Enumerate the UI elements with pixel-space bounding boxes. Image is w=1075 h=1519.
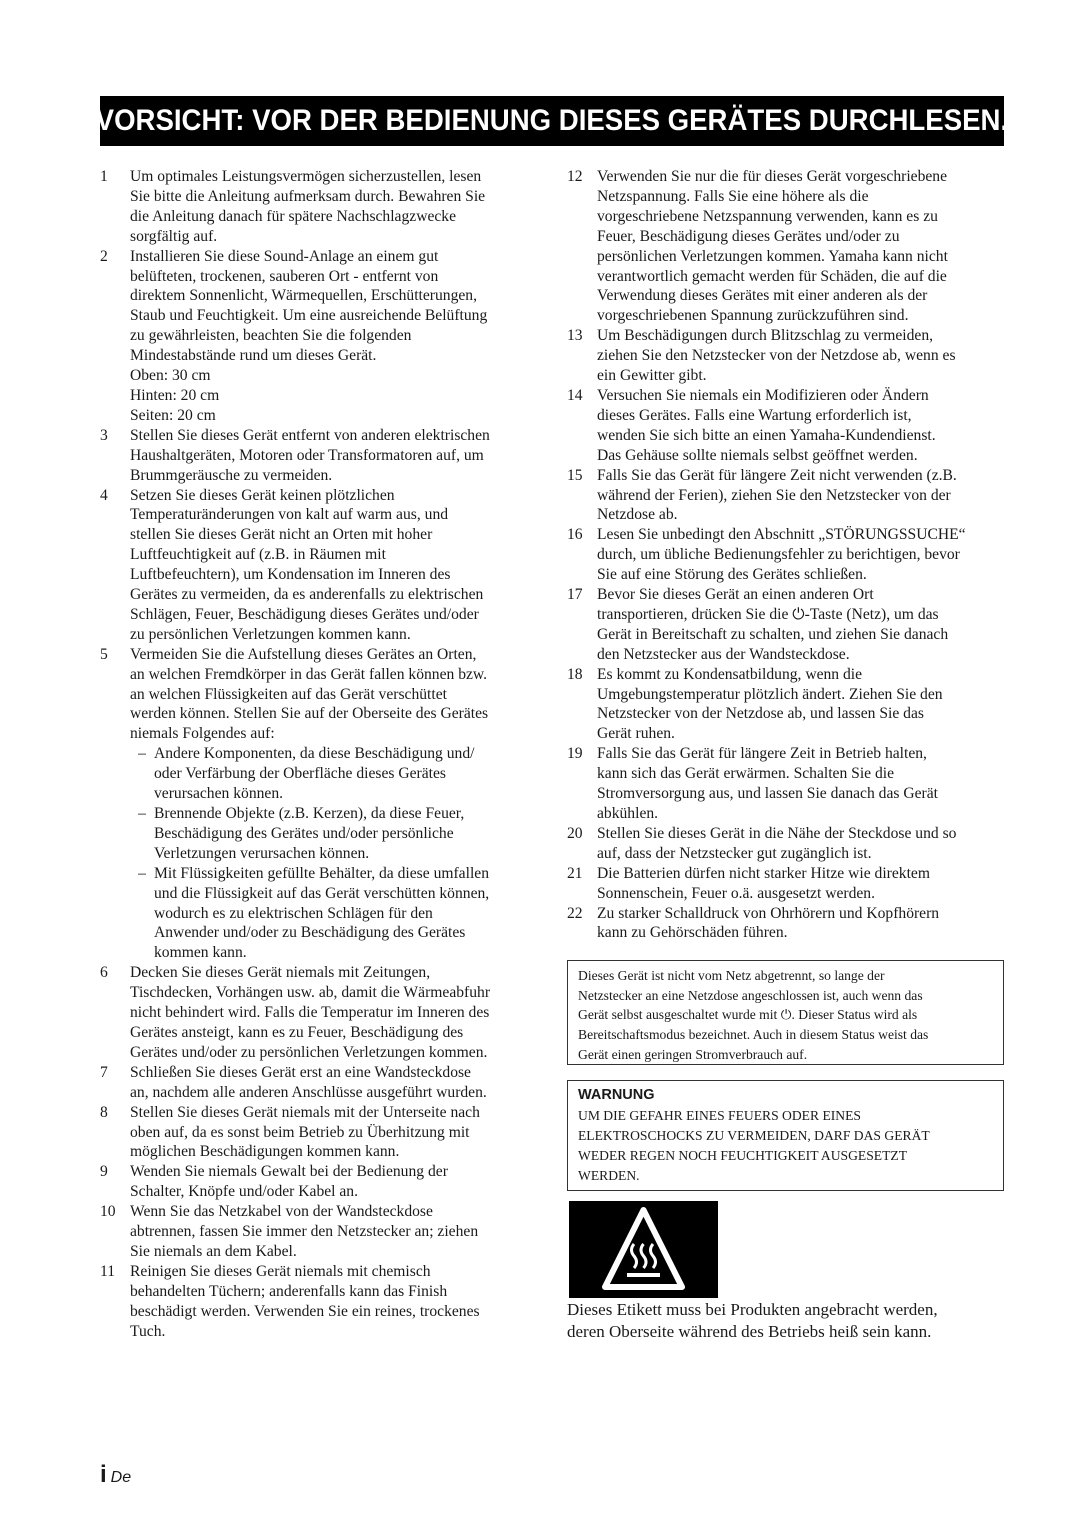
hot-label-caption xyxy=(567,1299,1007,1342)
text-line: Schließen Sie dieses Gerät erst an eine Wandsteckdose xyxy=(130,1063,471,1081)
item-number: 12 xyxy=(567,168,583,185)
text-line: durch, um übliche Bedienungsfehler zu berichtigen, bevor xyxy=(597,546,960,564)
list-item xyxy=(567,585,1003,665)
item-number: 16 xyxy=(567,526,583,544)
right-column xyxy=(567,167,1003,943)
text-line: ein Gewitter gibt. xyxy=(597,367,707,385)
text-line: Verletzungen verursachen können. xyxy=(154,844,370,862)
text-line: Installieren Sie diese Sound-Anlage an einem gut xyxy=(130,247,439,265)
sub-item xyxy=(130,864,538,964)
text-line: möglichen Beschädigungen kommen kann. xyxy=(130,1143,400,1161)
item-number: 15 xyxy=(567,466,583,484)
text-line: Sie bitte die Anleitung aufmerksam durch. Bewahren Sie xyxy=(130,187,486,205)
item-number: 10 xyxy=(100,1203,116,1221)
text-line: Tischdecken, Vorhängen usw. ab, damit die Wärmeabfuhr xyxy=(130,984,491,1002)
text-line: Verwenden Sie nur die für dieses Gerät vorgeschriebene xyxy=(597,168,948,185)
text-line: ziehen Sie den Netzstecker von der Netzdose ab, wenn es xyxy=(597,347,956,365)
list-item xyxy=(100,167,538,247)
text-line: Die Batterien dürfen nicht starker Hitze wie direktem xyxy=(597,864,930,882)
text-line: Gerätes ansteigt, kann es zu Feuer, Beschädigung des xyxy=(130,1023,464,1041)
text-line: belüfteten, trockenen, sauberen Ort - entfernt von xyxy=(130,267,439,285)
text-line: vorgeschriebene Netzspannung verwenden, kann es zu xyxy=(597,207,938,225)
text-line: Decken Sie dieses Gerät niemals mit Zeitungen, xyxy=(130,964,431,982)
list-item xyxy=(567,864,1003,904)
item-number: 8 xyxy=(100,1103,108,1121)
header-banner xyxy=(95,96,1009,146)
list-item xyxy=(100,645,538,964)
text-line: WERDEN. xyxy=(578,1167,640,1183)
text-line: vorgeschriebenen Spannung zurückzuführen sind. xyxy=(597,307,909,325)
list-item xyxy=(100,1103,538,1163)
standby-notice-box xyxy=(567,960,1004,1065)
item-number: 1 xyxy=(100,168,108,185)
text-line: Netzstecker an eine Netzdose angeschlossen ist, auch wenn das xyxy=(578,987,923,1003)
text-line: Brummgeräusche zu vermeiden. xyxy=(130,466,333,484)
text-line: Mindestabstände rund um dieses Gerät. xyxy=(130,347,377,365)
text-line: Schalter, Knöpfe und/oder Kabel an. xyxy=(130,1183,359,1201)
page-number: i xyxy=(100,1461,107,1488)
item-text xyxy=(130,167,538,247)
page-footer xyxy=(100,1461,131,1489)
dash-bullet: – xyxy=(138,864,146,882)
text-line: Oben: 30 cm xyxy=(130,367,211,385)
text-line: kann zu Gehörschäden führen. xyxy=(597,924,788,942)
text-line: Dieses Etikett muss bei Produkten angebracht werden, xyxy=(567,1300,938,1319)
item-text xyxy=(597,904,1003,944)
text-line: Bereitschaftsmodus bezeichnet. Auch in diesem Status weist das xyxy=(578,1027,929,1043)
text-line: Reinigen Sie dieses Gerät niemals mit chemisch xyxy=(130,1262,431,1280)
text-line: an welchen Flüssigkeiten auf das Gerät verschüttet xyxy=(130,685,447,703)
item-text xyxy=(130,963,538,1063)
item-text xyxy=(130,426,538,486)
item-text xyxy=(130,1103,538,1163)
text-line: Staub und Feuchtigkeit. Um eine ausreichende Belüftung xyxy=(130,307,488,325)
text-line: Falls Sie das Gerät für längere Zeit nicht verwenden (z.B. xyxy=(597,466,957,484)
text-line: direktem Sonnenlicht, Wärmequellen, Erschütterungen, xyxy=(130,287,477,305)
item-number: 21 xyxy=(567,864,583,882)
text-line: Sie auf eine Störung des Gerätes schließen. xyxy=(597,566,867,584)
item-text xyxy=(597,525,1003,585)
item-number: 9 xyxy=(100,1163,108,1181)
item-text xyxy=(130,1202,538,1262)
text-line: niemals Folgendes auf: xyxy=(130,725,275,743)
text-line: während der Ferien), ziehen Sie den Netzstecker von der xyxy=(597,486,951,504)
text-line: an welchen Fremdkörper in das Gerät fallen können bzw. xyxy=(130,665,488,683)
list-item xyxy=(567,525,1003,585)
warning-text xyxy=(578,1106,993,1186)
text-line: WEDER REGEN NOCH FEUCHTIGKEIT AUSGESETZT xyxy=(578,1147,907,1163)
text-line: Das Gehäuse sollte niemals selbst geöffnet werden. xyxy=(597,446,918,464)
item-text xyxy=(130,247,538,426)
list-item xyxy=(567,824,1003,864)
text-line: und die Flüssigkeit auf das Gerät verschütten können, xyxy=(154,884,490,902)
text-line: Anwender und/oder zu Beschädigung des Gerätes xyxy=(154,924,466,942)
text-line: ELEKTROSCHOCKS ZU VERMEIDEN, DARF DAS GERÄT xyxy=(578,1127,930,1143)
text-line: Stellen Sie dieses Gerät in die Nähe der Steckdose und so xyxy=(597,824,957,842)
text-line: kann sich das Gerät erwärmen. Schalten Sie die xyxy=(597,765,895,783)
text-line: kommen kann. xyxy=(154,944,247,962)
text-line: Verwendung dieses Gerätes mit einer anderen als der xyxy=(597,287,928,305)
warning-title: WARNUNG xyxy=(578,1087,655,1103)
text-line: Sie niemals an dem Kabel. xyxy=(130,1242,297,1260)
item-number: 7 xyxy=(100,1063,108,1081)
sub-item xyxy=(130,804,538,864)
text-line: abtrennen, fassen Sie immer den Netzstecker an; ziehen xyxy=(130,1223,479,1241)
text-line: den Netzstecker aus der Wandsteckdose. xyxy=(597,645,850,663)
item-text xyxy=(130,1262,538,1342)
item-number: 2 xyxy=(100,247,108,265)
item-text xyxy=(130,486,538,645)
text-line: Luftbefeuchtern), um Kondensation im Inneren des xyxy=(130,566,451,584)
text-line: Schlägen, Feuer, Beschädigung dieses Gerätes und/oder xyxy=(130,605,479,623)
text-line: beschädigt werden. Verwenden Sie ein reines, trockenes xyxy=(130,1302,480,1320)
text-line: Sonnenschein, Feuer o.ä. ausgesetzt werden. xyxy=(597,884,875,902)
sub-item-text xyxy=(154,804,538,864)
text-line: werden können. Stellen Sie auf der Oberseite des Gerätes xyxy=(130,705,489,723)
item-number: 5 xyxy=(100,645,108,663)
list-item xyxy=(100,426,538,486)
text-line: oder Verfärbung der Oberfläche dieses Gerätes xyxy=(154,765,446,783)
text-line: behandelten Tüchern; anderenfalls kann das Finish xyxy=(130,1282,448,1300)
text-line: zu persönlichen Verletzungen kommen kann. xyxy=(130,625,411,643)
list-item xyxy=(567,326,1003,386)
list-item xyxy=(100,1262,538,1342)
list-item xyxy=(567,466,1003,526)
list-item xyxy=(567,904,1003,944)
text-line: oben auf, da es sonst beim Betrieb zu Überhitzung mit xyxy=(130,1123,470,1141)
text-line: Luftfeuchtigkeit auf (z.B. in Räumen mit xyxy=(130,546,386,564)
text-line: Seiten: 20 cm xyxy=(130,406,216,424)
text-line: stellen Sie dieses Gerät nicht an Orten mit hoher xyxy=(130,526,433,544)
warning-box xyxy=(567,1080,1004,1191)
item-text xyxy=(130,1063,538,1103)
list-item xyxy=(100,1202,538,1262)
text-line: Wenn Sie das Netzkabel von der Wandsteckdose xyxy=(130,1203,433,1221)
text-line: wodurch es zu elektrischen Schlägen für den xyxy=(154,904,433,922)
item-number: 20 xyxy=(567,824,583,842)
item-text xyxy=(597,326,1003,386)
text-line: wenden Sie sich bitte an einen Yamaha-Kundendienst. xyxy=(597,426,936,444)
text-line: abkühlen. xyxy=(597,805,659,822)
item-text xyxy=(597,466,1003,526)
list-item xyxy=(100,1162,538,1202)
text-line: Gerätes zu vermeiden, da es anderenfalls zu elektrischen xyxy=(130,586,484,604)
text-line: Umgebungstemperatur plötzlich ändert. Ziehen Sie den xyxy=(597,685,943,703)
text-line: UM DIE GEFAHR EINES FEUERS ODER EINES xyxy=(578,1107,861,1123)
item-text xyxy=(130,645,538,964)
text-line: an, nachdem alle anderen Anschlüsse ausgeführt wurden. xyxy=(130,1083,487,1101)
text-line: Setzen Sie dieses Gerät keinen plötzlichen xyxy=(130,486,395,504)
text-line: Lesen Sie unbedingt den Abschnitt „STÖRUNGSSUCHE“ xyxy=(597,526,966,544)
item-number: 13 xyxy=(567,327,583,345)
list-item xyxy=(100,963,538,1063)
page-title: VORSICHT: VOR DER BEDIENUNG DIESES GERÄTES DURCHLESEN. xyxy=(95,104,1009,137)
item-number: 3 xyxy=(100,426,108,444)
text-line: die Anleitung danach für spätere Nachschlagzwecke xyxy=(130,207,457,225)
text-line: Gerät einen geringen Stromverbrauch auf. xyxy=(578,1046,808,1062)
item-text xyxy=(597,665,1003,745)
text-line: Beschädigung des Gerätes und/oder persönliche xyxy=(154,824,454,842)
list-item xyxy=(567,665,1003,745)
text-line: Um Beschädigungen durch Blitzschlag zu vermeiden, xyxy=(597,327,934,345)
text-line: auf, dass der Netzstecker gut zugänglich ist. xyxy=(597,844,872,862)
language-code: De xyxy=(110,1469,132,1486)
item-number: 11 xyxy=(100,1262,116,1280)
list-item xyxy=(567,744,1003,824)
sub-item xyxy=(130,744,538,804)
sub-item-text xyxy=(154,864,538,964)
list-item xyxy=(567,386,1003,466)
item-number: 4 xyxy=(100,486,108,504)
text-line: zu gewährleisten, beachten Sie die folgenden xyxy=(130,327,412,345)
item-number: 22 xyxy=(567,904,583,922)
text-line: Falls Sie das Gerät für längere Zeit in Betrieb halten, xyxy=(597,745,927,763)
sub-item-text xyxy=(154,744,538,804)
item-text xyxy=(130,1162,538,1202)
text-line: Brennende Objekte (z.B. Kerzen), da diese Feuer, xyxy=(154,805,465,822)
item-number: 17 xyxy=(567,586,583,604)
text-line: Temperaturänderungen von kalt auf warm aus, und xyxy=(130,506,449,524)
text-line: Gerät in Bereitschaft zu schalten, und ziehen Sie danach xyxy=(597,625,949,643)
text-line: Versuchen Sie niemals ein Modifizieren oder Ändern xyxy=(597,386,929,404)
text-line: verursachen können. xyxy=(154,785,284,803)
text-line: Netzspannung. Falls Sie eine höhere als die xyxy=(597,187,869,205)
item-number: 18 xyxy=(567,665,583,683)
list-item xyxy=(100,247,538,426)
text-line: Wenden Sie niemals Gewalt bei der Bedienung der xyxy=(130,1163,448,1181)
list-item xyxy=(100,1063,538,1103)
text-line: Netzdose ab. xyxy=(597,506,678,524)
text-line: persönlichen Verletzungen kommen. Yamaha kann nicht xyxy=(597,247,948,265)
item-number: 19 xyxy=(567,745,583,763)
text-line: Mit Flüssigkeiten gefüllte Behälter, da diese umfallen xyxy=(154,864,489,882)
text-line: transportieren, drücken Sie die ⏻-Taste (Netz), um das xyxy=(597,605,939,623)
text-line: Stellen Sie dieses Gerät niemals mit der Unterseite nach xyxy=(130,1103,480,1121)
item-number: 14 xyxy=(567,386,583,404)
text-line: Stellen Sie dieses Gerät entfernt von anderen elektrischen xyxy=(130,426,490,444)
text-line: Um optimales Leistungsvermögen sicherzustellen, lesen xyxy=(130,168,482,185)
text-line: Gerät selbst ausgeschaltet wurde mit ⏻. Dieser Status wird als xyxy=(578,1007,918,1023)
text-line: Gerät ruhen. xyxy=(597,725,675,743)
text-line: Netzstecker von der Netzdose ab, und lassen Sie das xyxy=(597,705,924,723)
list-item xyxy=(567,167,1003,326)
dash-bullet: – xyxy=(138,745,146,763)
text-line: Tuch. xyxy=(130,1322,166,1340)
item-text xyxy=(597,824,1003,864)
text-line: Dieses Gerät ist nicht vom Netz abgetrennt, so lange der xyxy=(578,968,885,983)
hot-surface-icon xyxy=(569,1201,718,1298)
text-line: Hinten: 20 cm xyxy=(130,386,220,404)
text-line: Bevor Sie dieses Gerät an einen anderen Ort xyxy=(597,586,874,604)
text-line: sorgfältig auf. xyxy=(130,227,218,245)
item-text xyxy=(597,386,1003,466)
item-text xyxy=(597,585,1003,665)
text-line: Es kommt zu Kondensatbildung, wenn die xyxy=(597,665,863,683)
text-line: Vermeiden Sie die Aufstellung dieses Gerätes an Orten, xyxy=(130,645,477,663)
text-line: Gerätes und/oder zu persönlichen Verletzungen kommen. xyxy=(130,1043,488,1061)
text-line: deren Oberseite während des Betriebs heiß sein kann. xyxy=(567,1321,932,1341)
text-line: Haushaltgeräten, Motoren oder Transformatoren auf, um xyxy=(130,446,484,464)
text-line: dieses Gerätes. Falls eine Wartung erforderlich ist, xyxy=(597,406,912,424)
item-text xyxy=(597,167,1003,326)
text-line: Stromversorgung aus, und lassen Sie danach das Gerät xyxy=(597,785,938,803)
list-item xyxy=(100,486,538,645)
dash-bullet: – xyxy=(138,805,146,822)
text-line: nicht behindert wird. Falls die Temperatur im Inneren des xyxy=(130,1004,490,1022)
item-text xyxy=(597,864,1003,904)
text-line: Zu starker Schalldruck von Ohrhörern und Kopfhörern xyxy=(597,904,940,922)
left-column xyxy=(100,167,538,1341)
text-line: Andere Komponenten, da diese Beschädigung und/ xyxy=(154,745,475,763)
item-text xyxy=(597,744,1003,824)
text-line: verantwortlich gemacht werden für Schäden, die auf die xyxy=(597,267,947,285)
text-line: Feuer, Beschädigung dieses Gerätes und/oder zu xyxy=(597,227,900,245)
item-number: 6 xyxy=(100,964,108,982)
